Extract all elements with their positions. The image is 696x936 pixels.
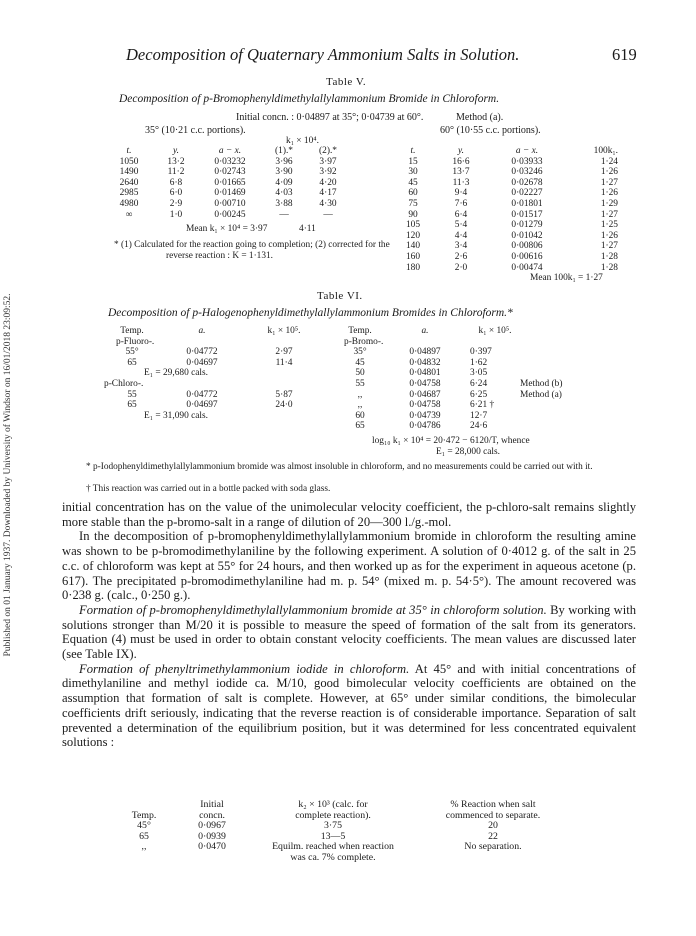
paragraph-3-heading: Formation of p-bromophenyldimethylallylammonium bromide at 35° in chloroform solution.	[79, 602, 547, 617]
cell: 0·0939	[198, 830, 226, 842]
energy-label: E₁ = 29,680 cals.	[144, 368, 209, 379]
cell	[520, 411, 590, 422]
cell: 180	[405, 262, 421, 273]
paragraph-4	[62, 662, 636, 750]
col-head: commenced to separate.	[445, 809, 541, 821]
table5-right-head: 60° (10·55 c.c. portions).	[440, 125, 541, 136]
cell: 1·26	[600, 167, 618, 178]
table-row	[340, 390, 590, 401]
cell: 1·28	[600, 262, 618, 273]
cell: 65	[127, 357, 137, 368]
cell: 0·00474	[511, 262, 543, 273]
table5-left-mean: Mean k₁ × 10⁴ = 3·97	[186, 224, 268, 234]
cell: 0·03232	[214, 156, 246, 167]
cell: 12·7	[470, 410, 488, 421]
group-label: p-Bromo-.	[344, 336, 384, 347]
cell: 3·88	[275, 198, 293, 209]
cell: 0·04772	[186, 347, 218, 358]
table-row	[340, 347, 590, 358]
cell: 15	[408, 156, 418, 167]
cell: 0·04801	[409, 368, 441, 379]
cell: 2985	[119, 188, 139, 199]
cell	[520, 421, 590, 432]
cell: 22	[488, 830, 498, 842]
table-row	[398, 188, 618, 199]
cell: 0·04697	[186, 357, 218, 368]
cell: 11·3	[452, 177, 470, 188]
cell: 4·20	[319, 177, 337, 188]
table5-caption: Table V.	[326, 76, 367, 88]
cell: 4·30	[319, 198, 337, 209]
table-row	[104, 210, 350, 221]
cell: 4·03	[275, 188, 293, 199]
cell: 1·27	[600, 209, 618, 220]
cell: 1050	[119, 156, 139, 167]
cell: 1·25	[600, 220, 618, 231]
table-row	[104, 188, 350, 199]
cell: ,,	[141, 841, 147, 853]
cell: 35°	[353, 347, 367, 358]
col-head: a − x.	[218, 146, 242, 156]
col-head: Temp.	[348, 326, 372, 336]
cell: 24·6	[470, 421, 488, 432]
table-row	[340, 358, 590, 369]
cell: 0·03246	[511, 167, 543, 178]
table6-log-energy: E₁ = 28,000 cals.	[436, 447, 501, 457]
cell: 1·0	[169, 209, 183, 220]
table5-left-mean2: 4·11	[299, 224, 316, 234]
col-head: complete reaction).	[295, 809, 371, 821]
cell: 3·96	[275, 156, 293, 167]
table5-left	[104, 146, 350, 220]
cell: 1·27	[600, 241, 618, 252]
cell: 4·17	[319, 188, 337, 199]
cell: 1·29	[600, 198, 618, 209]
table6-left-header	[104, 326, 324, 337]
cell: 3·05	[470, 368, 488, 379]
col-head: k₁ × 10⁵.	[478, 326, 512, 336]
table-row	[112, 853, 568, 864]
table5-footnote: * (1) Calculated for the reaction going to completion; (2) corrected for the reverse reaction : K = 1·131.	[114, 240, 390, 261]
group-label: p-Fluoro-.	[116, 336, 155, 347]
cell: 0·00616	[511, 251, 543, 262]
cell: 60	[408, 188, 418, 199]
cell: 55°	[125, 347, 139, 358]
cell: 16·6	[452, 156, 470, 167]
cell: 0·02743	[214, 167, 246, 178]
cell: 2·0	[454, 262, 468, 273]
table5-right	[398, 146, 618, 273]
cell: No separation.	[464, 841, 522, 853]
table-row	[340, 368, 590, 379]
cell: 5·87	[275, 389, 293, 400]
col-head: k₁ × 10⁵.	[267, 326, 301, 336]
cell: 0·01517	[511, 209, 543, 220]
cell: ∞	[125, 209, 133, 220]
energy-label: E₁ = 31,090 cals.	[144, 410, 209, 421]
cell: ,,	[357, 400, 363, 411]
table-row	[340, 400, 590, 411]
col-head: 100k₁.	[593, 146, 618, 156]
table-row	[104, 199, 350, 210]
cell: Method (b)	[520, 378, 563, 389]
cell: 30	[408, 167, 418, 178]
table6-footnote-1: * p-Iodophenyldimethylallylammonium bromide was almost insoluble in chloroform, and no measurements could be carried out with it.	[86, 462, 593, 472]
cell: was ca. 7% complete.	[290, 851, 376, 863]
cell: 65	[127, 400, 137, 411]
cell: 1·28	[600, 251, 618, 262]
running-header-title: Decomposition of Quaternary Ammonium Salts in Solution.	[126, 45, 520, 64]
cell: 9·4	[454, 188, 468, 199]
table-row	[398, 252, 618, 263]
cell: 5·4	[454, 220, 468, 231]
cell: 55	[355, 378, 365, 389]
cell: 13·7	[452, 167, 470, 178]
cell: 0·397	[470, 347, 492, 358]
equilibrium-table	[112, 800, 568, 864]
table6-footnote-2: † This reaction was carried out in a bottle packed with soda glass.	[86, 484, 331, 494]
group-label: p-Chloro-.	[104, 378, 144, 389]
table5-k-head: k₁ × 10⁴.	[286, 136, 319, 146]
table6-log-equation: log₁₀ k₁ × 10⁴ = 20·472 − 6120/T, whence	[372, 436, 530, 446]
table-row	[104, 178, 350, 189]
table-row	[398, 167, 618, 178]
cell: 0·00806	[511, 241, 543, 252]
cell: 160	[405, 251, 421, 262]
col-head: t.	[126, 146, 132, 156]
cell: 65	[355, 421, 365, 432]
cell: 3·4	[454, 241, 468, 252]
table5-initial: Initial concn. : 0·04897 at 35°; 0·04739 at 60°.	[236, 112, 424, 123]
cell: ,,	[357, 389, 363, 400]
cell: 3·90	[275, 167, 293, 178]
table5-left-header	[104, 146, 350, 157]
cell: 24·0	[275, 400, 293, 411]
table6-right-header	[340, 326, 590, 337]
cell: 0·02227	[511, 188, 543, 199]
cell: 1·26	[600, 188, 618, 199]
cell: 0·04697	[186, 400, 218, 411]
table5-right-mean: Mean 100k₁ = 1·27	[530, 273, 603, 283]
cell: 75	[408, 198, 418, 209]
table-row	[104, 167, 350, 178]
table-row	[340, 379, 590, 390]
cell: 6·8	[169, 177, 183, 188]
cell: 45°	[137, 820, 151, 832]
cell: Equilm. reached when reaction	[272, 841, 394, 853]
paragraph-3-text: By working with solutions stronger than M/20 it is possible to measure the speed of formation of the salt from its generators. Equation (4) must be used in order to obtain constant velocity coefficients. The mean values are discussed later (see Table IX).	[62, 602, 636, 662]
cell: 2640	[119, 177, 139, 188]
table6-left	[104, 326, 324, 421]
table-row	[398, 263, 618, 274]
cell: —	[323, 209, 333, 220]
table-row	[340, 411, 590, 422]
cell	[520, 347, 590, 358]
table-row	[104, 358, 324, 369]
cell	[520, 400, 590, 411]
cell: 0·04758	[409, 400, 441, 411]
cell: 2·97	[275, 347, 293, 358]
col-head: t.	[410, 146, 416, 156]
table6-subtitle: Decomposition of p-Halogenophenyldimethylallylammonium Bromides in Chloroform.*	[108, 307, 513, 319]
cell: 55	[127, 389, 137, 400]
page-number: 619	[612, 45, 637, 64]
cell: 65	[139, 830, 149, 842]
cell: 90	[408, 209, 418, 220]
table-row	[398, 178, 618, 189]
cell: Method (a)	[520, 389, 562, 400]
table6-caption: Table VI.	[317, 290, 363, 302]
paragraph-2: In the decomposition of p-bromophenyldimethylallylammonium bromide in chloroform the resulting amine was shown to be p-bromodimethylaniline by the following experiment. A solution of 0·4012 g. of the salt in 25 c.c. of chloroform was kept at 55° for 24 hours, and then worked up as for the experiment in aqueous acetone (p. 617). The precipitated p-bromodimethylaniline had m. p. 54° (mixed m. p. 54·5°). The amount recovered was 0·238 g. (calc., 0·250 g.).	[62, 529, 636, 603]
cell: 0·04739	[409, 410, 441, 421]
table-row	[104, 390, 324, 401]
cell: 0·01042	[511, 230, 543, 241]
col-head: Initial	[200, 799, 224, 810]
paragraph-1: initial concentration has on the value of the unimolecular velocity coefficient, the p-chloro-salt remains slightly more stable than the p-bromo-salt in a range of dilution of 20—300 l./g.-mol.	[62, 500, 636, 529]
cell: 0·04772	[186, 389, 218, 400]
cell: 3·92	[319, 167, 337, 178]
cell: 45	[408, 177, 418, 188]
cell: 2·6	[454, 251, 468, 262]
cell: 0·04758	[409, 378, 441, 389]
cell: 105	[405, 220, 421, 231]
cell: 1·24	[600, 156, 618, 167]
cell: 3·75	[324, 820, 342, 832]
cell	[520, 368, 590, 379]
cell: 0·03933	[511, 156, 543, 167]
cell	[520, 358, 590, 369]
table5-right-header	[398, 146, 618, 157]
table-row	[104, 347, 324, 358]
cell: 1490	[119, 167, 139, 178]
col-head: a.	[421, 326, 429, 336]
cell: 13—5	[320, 830, 346, 842]
col-head: (1).*	[275, 146, 293, 156]
cell: 0·01665	[214, 177, 246, 188]
cell: 11·2	[167, 167, 185, 178]
cell: 0·00710	[214, 198, 246, 209]
cell: 6·21 †	[470, 400, 495, 411]
table5-subtitle: Decomposition of p-Bromophenyldimethylallylammonium Bromide in Chloroform.	[119, 93, 500, 105]
col-head: Temp.	[131, 809, 157, 821]
col-head: k₂ × 10³ (calc. for	[298, 799, 368, 810]
cell: 6·0	[169, 188, 183, 199]
col-head: concn.	[199, 809, 225, 821]
table-row	[398, 199, 618, 210]
cell: 50	[355, 368, 365, 379]
table-row	[398, 157, 618, 168]
cell: 0·04897	[409, 347, 441, 358]
body-text	[62, 500, 636, 750]
cell: 6·25	[470, 389, 488, 400]
cell: 60	[355, 410, 365, 421]
cell: 2·9	[169, 198, 183, 209]
cell: 3·97	[319, 156, 337, 167]
table-row	[398, 220, 618, 231]
cell: 20	[488, 820, 498, 832]
cell: 0·00245	[214, 209, 246, 220]
cell: 6·24	[470, 378, 488, 389]
cell: 0·01469	[214, 188, 246, 199]
cell: 140	[405, 241, 421, 252]
col-head: (2).*	[319, 146, 337, 156]
col-head: % Reaction when salt	[450, 799, 536, 810]
paragraph-4-heading: Formation of phenyltrimethylammonium iodide in chloroform.	[79, 661, 410, 676]
cell: 13·2	[167, 156, 185, 167]
cell: 4·4	[454, 230, 468, 241]
cell: 0·0470	[198, 841, 226, 853]
table-row	[340, 421, 590, 432]
cell: 6·4	[454, 209, 468, 220]
paragraph-3	[62, 603, 636, 662]
cell: 45	[355, 357, 365, 368]
cell: 7·6	[454, 198, 468, 209]
paragraph-4-text: At 45° and with initial concentrations of dimethylaniline and methyl iodide ca. M/10, good bimolecular velocity coefficients are obtained on the assumption that formation of salt is complete. However, at 65° under similar conditions, the bimolecular coefficients drift seriously, indicating that the reverse reaction is of considerable importance. Separation of salt prevented a determination of the equilibrium position, but it was determined for less concentrated equivalent solutions :	[62, 661, 637, 750]
table-row	[398, 241, 618, 252]
table-row	[398, 210, 618, 221]
col-head: Temp.	[120, 326, 144, 336]
cell: 0·04832	[409, 357, 441, 368]
col-head: a.	[198, 326, 206, 336]
cell: 0·04786	[409, 421, 441, 432]
cell: 4·09	[275, 177, 293, 188]
side-stamp: Published on 01 January 1937. Downloaded by University of Windsor on 16/01/2018 23:09:52.	[3, 293, 13, 657]
cell: 4980	[119, 198, 139, 209]
cell: 0·02678	[511, 177, 543, 188]
cell: 1·62	[470, 357, 488, 368]
cell: 120	[405, 230, 421, 241]
cell: 1·27	[600, 177, 618, 188]
cell: 0·01801	[511, 198, 543, 209]
cell: 0·0967	[198, 820, 226, 832]
cell: 1·26	[600, 230, 618, 241]
table-row	[104, 157, 350, 168]
cell: 11·4	[275, 357, 293, 368]
col-head: a − x.	[515, 146, 539, 156]
table-row	[104, 400, 324, 411]
table-row	[398, 231, 618, 242]
table5-left-head: 35° (10·21 c.c. portions).	[145, 125, 246, 136]
cell: 0·04687	[409, 389, 441, 400]
table6-right	[340, 326, 590, 432]
cell: 0·01279	[511, 220, 543, 231]
eq-header-1	[112, 800, 568, 811]
col-head: y.	[173, 146, 179, 156]
table5-method: Method (a).	[456, 112, 504, 123]
cell: —	[279, 209, 289, 220]
col-head: y.	[458, 146, 464, 156]
